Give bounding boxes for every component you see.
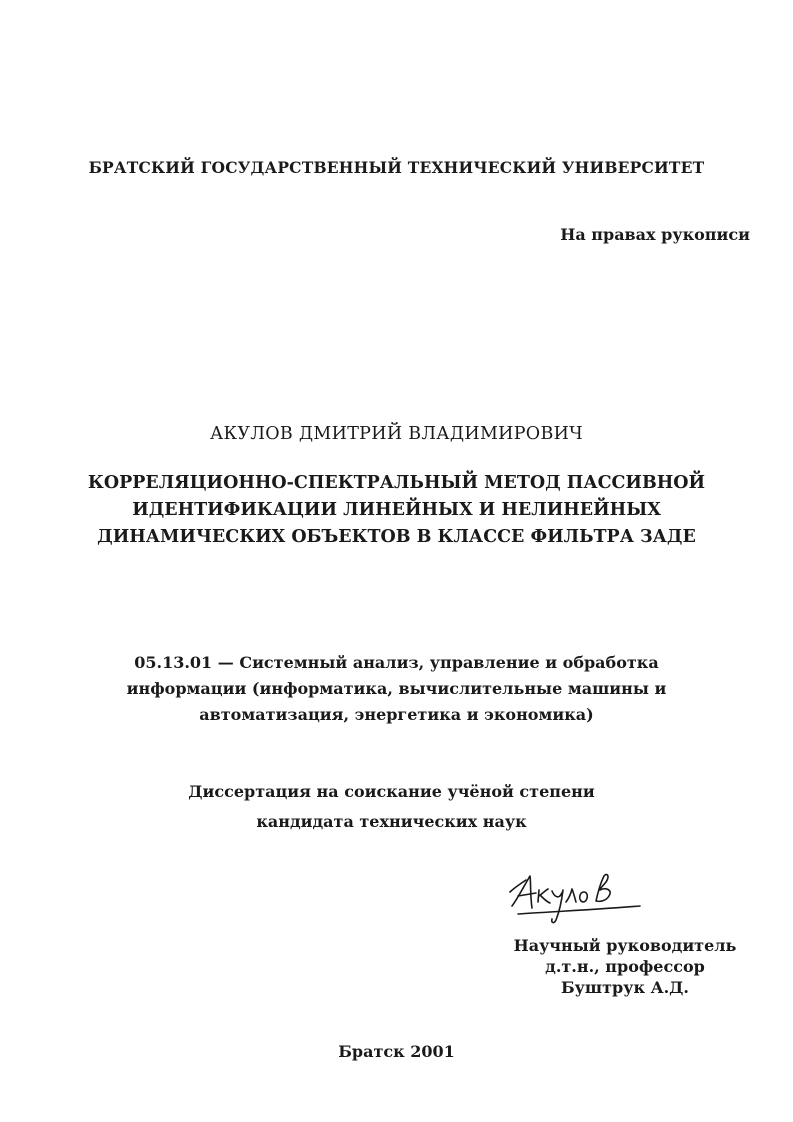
specialty-line: информации (информатика, вычислительные машины и [126, 679, 667, 698]
supervisor-line: д.т.н., профессор [545, 957, 705, 976]
city-year: Братск 2001 [338, 1042, 455, 1061]
degree-line: Диссертация на соискание учёной степени [188, 782, 595, 801]
specialty-block [0, 650, 793, 728]
dissertation-title [0, 470, 793, 551]
degree-line: кандидата технических наук [256, 812, 527, 831]
title-line: ДИНАМИЧЕСКИХ ОБЪЕКТОВ В КЛАССЕ ФИЛЬТРА ЗАДЕ [97, 527, 696, 547]
handwritten-signature [508, 868, 653, 926]
rights-note: На правах рукописи [560, 225, 750, 244]
author-name: АКУЛОВ ДМИТРИЙ ВЛАДИМИРОВИЧ [209, 424, 583, 444]
degree-block [0, 777, 793, 837]
title-line: КОРРЕЛЯЦИОННО-СПЕКТРАЛЬНЫЙ МЕТОД ПАССИВНОЙ [87, 473, 706, 493]
supervisor-block [480, 935, 770, 998]
supervisor-line: Научный руководитель [513, 936, 737, 955]
supervisor-line: Буштрук А.Д. [561, 978, 689, 997]
university-name: БРАТСКИЙ ГОСУДАРСТВЕННЫЙ ТЕХНИЧЕСКИЙ УНИВЕРСИТЕТ [88, 158, 705, 177]
title-line: ИДЕНТИФИКАЦИИ ЛИНЕЙНЫХ И НЕЛИНЕЙНЫХ [132, 500, 661, 520]
specialty-line: автоматизация, энергетика и экономика) [199, 705, 594, 724]
specialty-line: 05.13.01 — Системный анализ, управление и обработка [134, 653, 659, 672]
